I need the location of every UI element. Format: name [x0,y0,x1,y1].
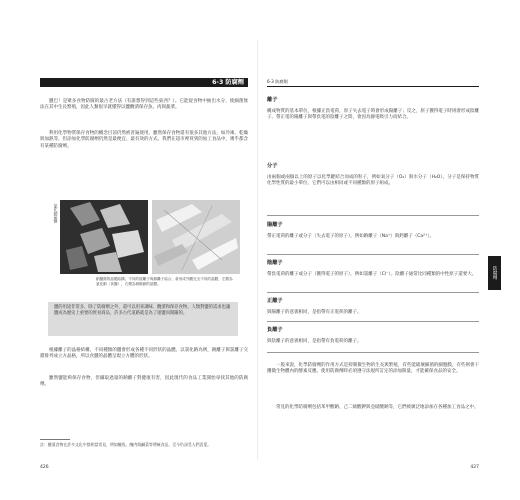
term-definition: 與陽離子的意義相同，是指帶有正電荷的離子。 [267,309,362,315]
term-heading: 分子 [267,163,278,169]
body-paragraph: 根據離子的晶格結構，不同種類的鹽會形成各種不同形狀的晶體。以氯化鈉為例，鈉離子與氯離子交錯排列成立方晶格，所以食鹽的晶體呈現立方體的形狀。 [40,347,248,360]
book-gutter [257,40,258,460]
term-heading: 離子 [267,97,278,103]
photo-block [60,200,246,304]
callout-box: 鹽的用途非常多，除了防腐劑之外，還可以用來調味、醃漬和保存食物。人類對鹽的需求也讓鹽成為歷史上重要的貿易商品，許多古代道路就是為了運鹽而開闢的。 [48,302,238,336]
section-title-bar: 6-3 防腐劑 [40,78,248,87]
left-page [40,40,252,470]
term-definition: 與陰離子的意義相同，是指帶有負電荷的離子。 [267,338,362,344]
page-number: 427 [470,465,479,470]
body-paragraph: 雖然鹽能夠保存食物，但攝取過量的鈉離子對健康有害，因此現代的食品工業開始尋找其他的防腐劑。 [40,375,248,388]
body-paragraph: 構成物質的基本單位，根據正負電荷，原子失去電子時會形成陽離子；反之，原子獲得電子時則會形成陰離子。帶正電的陽離子與帶負電的陰離子之間，會因為靜電吸引力而結合。 [267,108,479,121]
body-paragraph: 利用化學物質保存食物的概念目前仍然被普遍使用，雖然保存食物還有很多其他方法，如冷凍、乾燥與加熱等，但添加化學防腐劑仍然是最便宜、最有效的方式。我們在超市裡買到的加工食品中，幾乎都含有某種防腐劑。 [40,130,248,150]
footnote-rule [40,439,70,440]
crystal-illustration-light [152,200,240,274]
right-page [267,40,479,470]
page-number: 426 [40,465,49,470]
chapter-side-tab: 防腐劑 [488,256,501,290]
body-paragraph: 一般來說，化學防腐劑的作用方式是抑制微生物的生長與繁殖，有些能破壞細菌的細胞膜，有些則會干擾微生物體內的酵素反應。使用防腐劑時必須遵守法規所訂定的添加限量，才能確保食品的安全。 [267,362,479,375]
crystal-photo-dark [60,200,148,274]
term-definition: 帶正電荷的離子或分子（失去電子的原子），例如鈉離子（Na⁺）與鈣離子（Ca²⁺）。 [267,233,435,239]
body-paragraph: 常見的化學防腐劑包括苯甲酸鈉、己二烯酸鉀與亞硝酸鈉等，它們被廣泛地添加在各種加工食品之中。 [276,404,479,410]
running-header: 6-3 防腐劑 [267,78,479,87]
figure-caption: 鈉鹽類的晶體結構。不同的陰離子與鈉離子結合，會形成外觀完全不同的晶體，左側為氯化鈉（食鹽），右側為硝酸鈉的晶體。 [96,277,233,287]
body-paragraph: 由兩個或兩個以上的原子以化學鍵結合而成的粒子，例如氧分子（O₂）與水分子（H₂O）。分子是保持物質化學性質的最小單位，它們可以由相同或不同種類的原子組成。 [267,174,479,187]
divider [267,321,479,322]
body-paragraph: 鹽巴！是眾多食物防腐的最古老方法（有誰想得到這些東西？）。它能從食物中抽出水分，使細菌無法在其中生長繁殖，因此人類很早就懂得以鹽醃漬保存魚、肉與蔬菜。 [40,98,248,111]
term-definition: 帶負電荷的離子或分子（獲得電子的原子），例如氯離子（Cl⁻）。陰離子通常比同種類的中性原子還要大。 [267,271,477,277]
divider [267,352,479,353]
crystal-illustration-dark [60,200,148,274]
crystal-photo-light [152,200,240,274]
photo-label: 氯化鈉晶體 [54,204,59,223]
divider [267,254,479,255]
divider [267,215,479,216]
term-heading: 負離子 [267,327,283,333]
divider [267,292,479,293]
term-heading: 陰離子 [267,260,283,266]
term-heading: 正離子 [267,298,283,304]
term-heading: 陽離子 [267,222,283,228]
footnote: 註：鹽漬食物在許多文化中都相當常見，例如醃魚、醃肉與鹹菜等傳統食品，至今仍深受人們喜愛。 [40,442,212,447]
